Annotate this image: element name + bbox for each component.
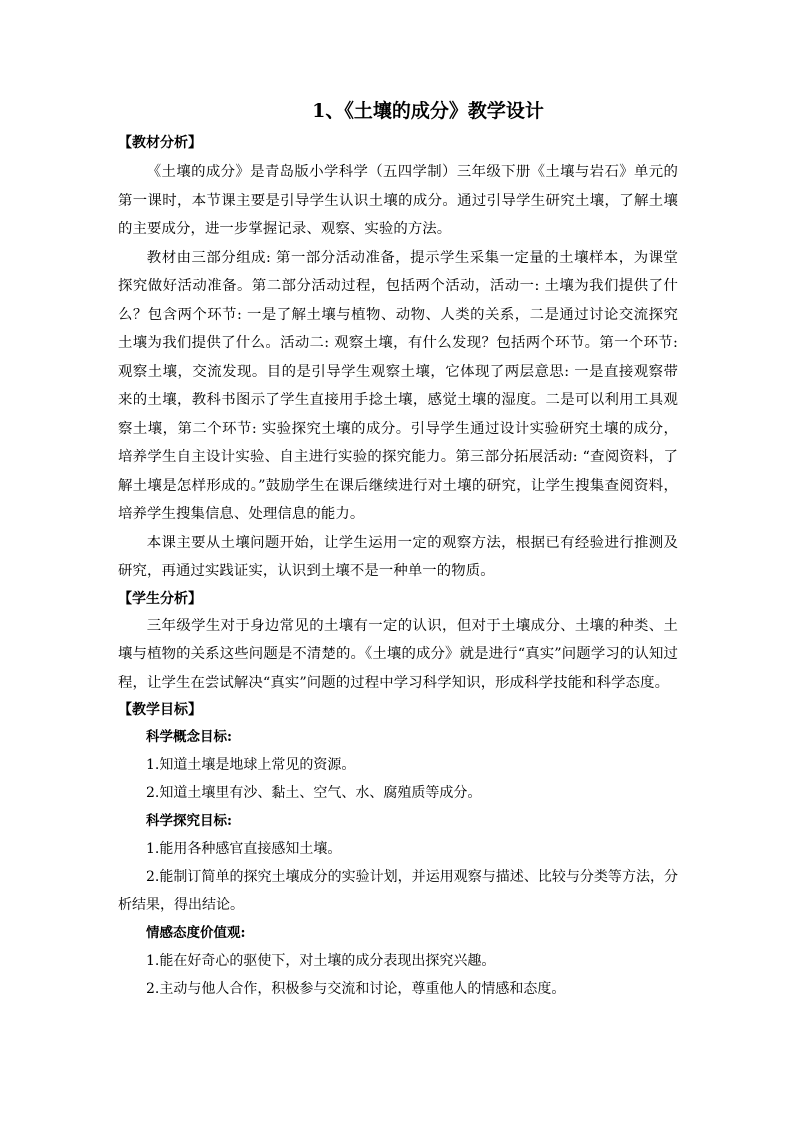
- section-heading-textbook-analysis: 【教材分析】: [118, 135, 202, 151]
- goal-item: 1.能在好奇心的驱使下，对土壤的成分表现出探究兴趣。: [146, 953, 496, 969]
- goal-item: 2.主动与他人合作，积极参与交流和讨论，尊重他人的情感和态度。: [146, 981, 566, 997]
- document-title: 1、《土壤的成分》教学设计: [312, 100, 544, 122]
- goal-subheading-science-inquiry: 科学探究目标:: [146, 813, 232, 829]
- goal-item: 2.能制订简单的探究土壤成分的实验计划，并运用观察与描述、比较与分类等方法，分析结果，得出结论。: [118, 869, 678, 913]
- textbook-paragraph-1: 《土壤的成分》是青岛版小学科学（五四学制）三年级下册《土壤与岩石》单元的第一课时，本节课主要是引导学生认识土壤的成分。通过引导学生研究土壤，了解土壤的主要成分，进一步掌握记录、观察、实验的方法。: [118, 164, 678, 237]
- goal-item: 2.知道土壤里有沙、黏土、空气、水、腐殖质等成分。: [146, 785, 482, 801]
- goal-item: 1.能用各种感官直接感知土壤。: [146, 841, 342, 857]
- goal-item: 1.知道土壤是地球上常见的资源。: [146, 757, 356, 773]
- textbook-paragraph-2: 教材由三部分组成: 第一部分活动准备，提示学生采集一定量的土壤样本，为课堂探究做好活动准备。第二部分活动过程，包括两个活动，活动一: 土壤为我们提供了什么？包含两个环节: 一是了解土壤与植物、动物、人类的关系，二是通过讨论交流探究土壤为我们提供了什么。活动二: 观察土壤，有什么发现？包括两个环节。第一个环节: 观察土壤，交流发现。目的是引导学生观察土壤，它体现了两层意思: 一是直接观察带来的土壤，教科书图示了学生直接用手捻土壤，感觉土壤的湿度。二是可以利用工具观察土壤，第二个环节: 实验探究土壤的成分。引导学生通过设计实验研究土壤的成分，培养学生自主设计实验、自主进行实验的探究能力。第三部分拓展活动: “查阅资料，了解土壤是怎样形成的。”鼓励学生在课后继续进行对土壤的研究，让学生搜集查阅资料，培养学生搜集信息、处理信息的能力。: [118, 249, 678, 522]
- student-paragraph-1: 三年级学生对于身边常见的土壤有一定的认识，但对于土壤成分、土壤的种类、土壤与植物的关系这些问题是不清楚的。《土壤的成分》就是进行“真实”问题学习的认知过程，让学生在尝试解决“真实”问题的过程中学习科学知识，形成科学技能和科学态度。: [118, 617, 678, 691]
- section-heading-teaching-goals: 【教学目标】: [118, 702, 202, 718]
- goal-subheading-science-concept: 科学概念目标:: [146, 729, 232, 745]
- goal-subheading-attitude-values: 情感态度价值观:: [146, 925, 246, 941]
- textbook-paragraph-3: 本课主要从土壤问题开始，让学生运用一定的观察方法，根据已有经验进行推测及研究，再通过实践证实，认识到土壤不是一种单一的物质。: [118, 534, 678, 579]
- section-heading-student-analysis: 【学生分析】: [118, 590, 202, 607]
- document-page: [118, 96, 678, 1003]
